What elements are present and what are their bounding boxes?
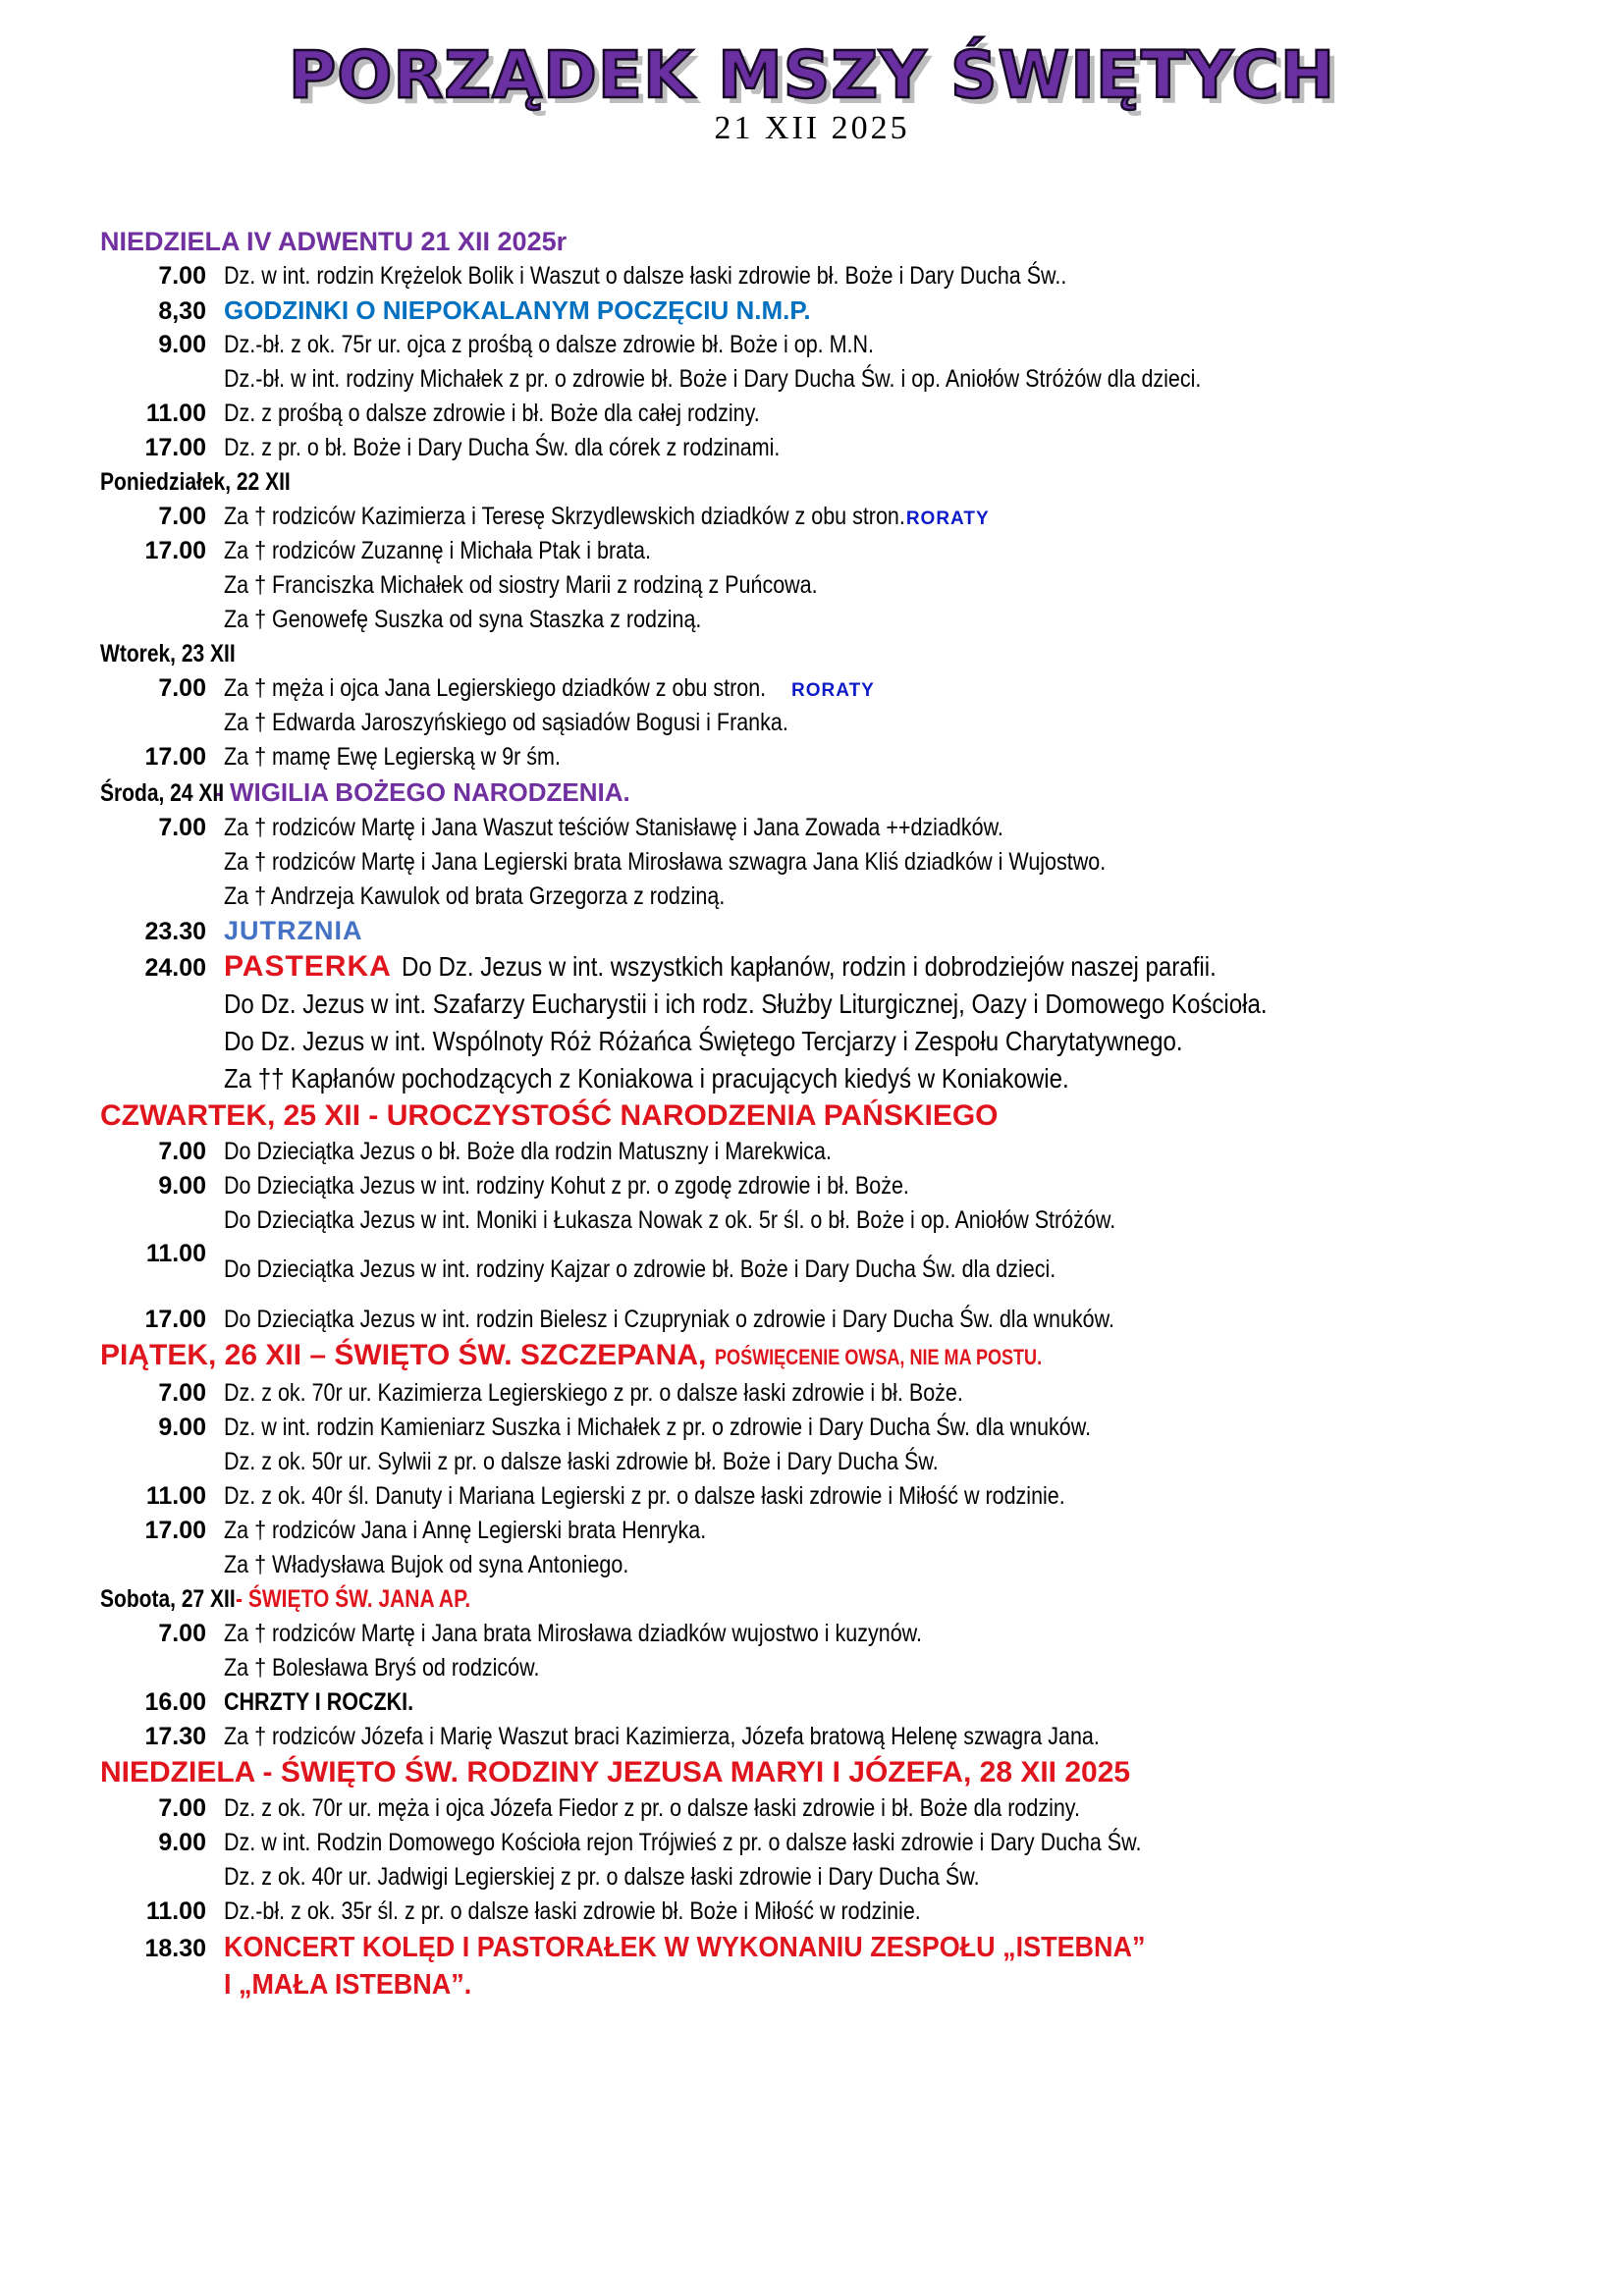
feast-wigilia: - WIGILIA BOŻEGO NARODZENIA.	[214, 777, 630, 807]
mass-intention: Za † rodziców Martę i Jana Legierski brata Mirosława szwagra Jana Kliś dziadków i Wujostwo.	[224, 848, 1107, 876]
mass-row	[100, 328, 1534, 362]
mass-intention: Dz.-bł. z ok. 35r śl. z pr. o dalsze łaski zdrowie bł. Boże i Miłość w rodzinie.	[224, 1897, 921, 1925]
mass-row	[100, 1060, 1534, 1097]
mass-intention: Dz. z pr. o bł. Boże i Dary Ducha Św. dla córek z rodzinami.	[224, 434, 781, 461]
mass-row	[100, 1411, 1534, 1445]
section-heading-holy-family: NIEDZIELA - ŚWIĘTO ŚW. RODZINY JEZUSA MARYI I JÓZEFA, 28 XII 2025	[100, 1756, 1131, 1789]
day-heading-text: Wtorek, 23 XII	[100, 640, 236, 667]
mass-time: 17.00	[144, 537, 206, 564]
mass-intention: Dz. z ok. 70r ur. Kazimierza Legierskiego z pr. o dalsze łaski zdrowie i bł. Boże.	[224, 1379, 963, 1407]
mass-time: 7.00	[158, 1379, 206, 1407]
mass-time: 9.00	[158, 1414, 206, 1441]
mass-row	[100, 1548, 1534, 1582]
mass-row	[100, 1826, 1534, 1860]
mass-row	[100, 986, 1534, 1023]
mass-intention: Za † Andrzeja Kawulok od brata Grzegorza z rodziną.	[224, 882, 726, 910]
mass-row	[100, 1791, 1534, 1826]
mass-intention: Za † Franciszka Michałek od siostry Marii z rodziną z Puńcowa.	[224, 571, 818, 599]
mass-time: 11.00	[145, 1482, 206, 1510]
roraty-tag: RORATY	[905, 508, 990, 529]
mass-row	[100, 294, 1534, 328]
mass-row	[100, 568, 1534, 603]
mass-intention: Za † męża i ojca Jana Legierskiego dziadków z obu stron.	[224, 674, 767, 702]
mass-time: 17.00	[144, 434, 206, 461]
mass-row	[100, 706, 1534, 740]
mass-intention: Dz. w int. rodzin Krężelok Bolik i Waszut o dalsze łaski zdrowie bł. Boże i Dary Ducha Św..	[224, 262, 1067, 290]
day-heading-saturday	[100, 1582, 1534, 1617]
section-heading-sunday-advent: NIEDZIELA IV ADWENTU 21 XII 2025r	[100, 227, 568, 256]
mass-intention: Za † rodziców Jana i Annę Legierski brata Henryka.	[224, 1517, 707, 1544]
mass-intention: Dz. w int. rodzin Kamieniarz Suszka i Michałek z pr. o zdrowie i Dary Ducha Św. dla wnuków.	[224, 1414, 1092, 1441]
mass-row	[100, 1895, 1534, 1929]
mass-time: 9.00	[158, 1829, 206, 1856]
mass-row	[100, 671, 1534, 706]
mass-row	[100, 1169, 1534, 1203]
mass-time: 17.00	[144, 1517, 206, 1544]
friday-note: POŚWIĘCENIE OWSA, NIE MA POSTU.	[714, 1345, 1042, 1369]
mass-intention: Za † rodziców Józefa i Marię Waszut braci Kazimierza, Józefa bratową Helenę szwagra Jana.	[224, 1723, 1100, 1750]
day-heading-text: Sobota, 27 XII	[100, 1585, 236, 1613]
mass-intention: Dz. z ok. 40r śl. Danuty i Mariana Legierski z pr. o dalsze łaski zdrowie i Miłość w rodzinie.	[224, 1482, 1065, 1510]
mass-row	[100, 1135, 1534, 1169]
mass-time: 7.00	[158, 1138, 206, 1165]
mass-row	[100, 811, 1534, 845]
mass-time: 9.00	[158, 331, 206, 358]
friday-heading-text: PIĄTEK, 26 XII – ŚWIĘTO ŚW. SZCZEPANA,	[100, 1339, 707, 1371]
mass-time: 8,30	[158, 297, 206, 325]
mass-intention: Za † Edwarda Jaroszyńskiego od sąsiadów Bogusi i Franka.	[224, 709, 788, 736]
mass-intention: Do Dz. Jezus w int. Szafarzy Eucharystii i ich rodz. Służby Liturgicznej, Oazy i Domowego Kościoła.	[224, 988, 1268, 1019]
section-heading-st-stephen	[100, 1337, 1534, 1376]
mass-time: 7.00	[158, 262, 206, 290]
mass-time: 7.00	[158, 674, 206, 702]
mass-time: 17.30	[144, 1723, 206, 1750]
mass-row	[100, 1860, 1534, 1895]
mass-row	[100, 1929, 1534, 1966]
mass-row	[100, 259, 1534, 294]
page-date: 21 XII 2025	[714, 110, 910, 146]
mass-intention: Dz. z ok. 70r ur. męża i ojca Józefa Fiedor z pr. o dalsze łaski zdrowie i bł. Boże dla rodziny.	[224, 1794, 1080, 1822]
mass-row	[100, 362, 1534, 397]
mass-intention: Do Dzieciątka Jezus o bł. Boże dla rodzin Matuszny i Marekwica.	[224, 1138, 832, 1165]
mass-row	[100, 500, 1534, 534]
mass-row	[100, 1238, 1534, 1289]
mass-intention: Dz. z ok. 40r ur. Jadwigi Legierskiej z pr. o dalsze łaski zdrowie i Dary Ducha Św.	[224, 1863, 980, 1891]
day-heading-monday	[100, 465, 1534, 500]
godzinki-label: GODZINKI O NIEPOKALANYM POCZĘCIU N.M.P.	[224, 295, 811, 325]
mass-row	[100, 1445, 1534, 1479]
mass-row	[100, 1023, 1534, 1060]
jutrznia-label: JUTRZNIA	[224, 916, 363, 945]
page-title: PORZĄDEK MSZY ŚWIĘTYCH	[288, 37, 1336, 113]
mass-row	[100, 1617, 1534, 1651]
intention-text: Za † rodziców Kazimierza i Teresę Skrzydlewskich dziadków z obu stron.	[224, 503, 905, 530]
roraty-tag: RORATY	[791, 680, 875, 701]
mass-row	[100, 845, 1534, 880]
mass-intention: Za † Genowefę Suszka od syna Staszka z rodziną.	[224, 606, 702, 633]
day-heading-tuesday	[100, 637, 1534, 671]
mass-time: 23.30	[144, 918, 206, 945]
mass-time: 11.00	[145, 1240, 206, 1267]
mass-intention: Dz. z ok. 50r ur. Sylwii z pr. o dalsze łaski zdrowie bł. Boże i Dary Ducha Św.	[224, 1448, 939, 1475]
day-heading-text: Poniedziałek, 22 XII	[100, 468, 291, 496]
mass-intention: Do Dzieciątka Jezus w int. rodziny Kohut z pr. o zgodę zdrowie i bł. Boże.	[224, 1172, 909, 1200]
mass-time: 18.30	[144, 1935, 206, 1962]
concert-label: KONCERT KOLĘD I PASTORAŁEK W WYKONANIU ZESPOŁU „ISTEBNA”	[224, 1932, 1146, 1963]
mass-intention: Za †† Kapłanów pochodzących z Koniakowa i pracujących kiedyś w Koniakowie.	[224, 1063, 1069, 1094]
mass-row	[100, 948, 1534, 986]
mass-row	[100, 1720, 1534, 1754]
mass-time: 17.00	[144, 1306, 206, 1333]
mass-time: 7.00	[158, 814, 206, 841]
mass-row	[100, 740, 1534, 774]
mass-row	[100, 914, 1534, 948]
mass-intention: Za † Władysława Bujok od syna Antoniego.	[224, 1551, 629, 1578]
mass-intention: Dz. w int. Rodzin Domowego Kościoła rejon Trójwieś z pr. o dalsze łaski zdrowie i Dary Ducha Św.	[224, 1829, 1142, 1856]
mass-row	[100, 397, 1534, 431]
mass-row	[100, 603, 1534, 637]
mass-time: 17.00	[144, 743, 206, 771]
mass-intention: Do Dzieciątka Jezus w int. rodzin Bielesz i Czupryniak o zdrowie i Dary Ducha Św. dla wnuków.	[224, 1306, 1114, 1333]
mass-time: 11.00	[145, 1897, 206, 1925]
mass-row	[100, 431, 1534, 465]
mass-row	[100, 1514, 1534, 1548]
mass-row	[100, 1685, 1534, 1720]
mass-intention	[224, 500, 905, 534]
mass-row	[100, 1966, 1534, 2003]
mass-time: 24.00	[144, 954, 206, 982]
mass-intention: Do Dzieciątka Jezus w int. Moniki i Łukasza Nowak z ok. 5r śl. o bł. Boże i op. Aniołów Stróżów.	[224, 1206, 1116, 1234]
mass-intention: Dz.-bł. z ok. 75r ur. ojca z prośbą o dalsze zdrowie bł. Boże i op. M.N.	[224, 331, 875, 358]
mass-time: 16.00	[144, 1688, 206, 1716]
mass-schedule	[100, 224, 1534, 2003]
day-heading-wednesday	[100, 774, 1534, 811]
mass-intention: Do Dz. Jezus w int. wszystkich kapłanów, rodzin i dobrodziejów naszej parafii.	[401, 951, 1217, 982]
mass-time: 7.00	[158, 1794, 206, 1822]
mass-intention: Za † rodziców Zuzannę i Michała Ptak i brata.	[224, 537, 651, 564]
day-heading-text: Środa, 24 XII	[100, 779, 225, 807]
mass-intention: Do Dzieciątka Jezus w int. rodziny Kajzar o zdrowie bł. Boże i Dary Ducha Św. dla dzieci.	[224, 1255, 1056, 1283]
mass-time: 7.00	[158, 1620, 206, 1647]
mass-row	[100, 1203, 1534, 1238]
mass-intention: Do Dz. Jezus w int. Wspólnoty Róż Różańca Świętego Tercjarzy i Zespołu Charytatywnego.	[224, 1026, 1183, 1056]
mass-time: 11.00	[145, 400, 206, 427]
mass-row	[100, 534, 1534, 568]
mass-time: 7.00	[158, 503, 206, 530]
pasterka-label: PASTERKA	[224, 950, 392, 983]
mass-row	[100, 1479, 1534, 1514]
mass-row	[100, 1651, 1534, 1685]
concert-label-continued: I „MAŁA ISTEBNA”.	[224, 1969, 472, 2001]
mass-intention: Za † rodziców Martę i Jana brata Mirosława dziadków wujostwo i kuzynów.	[224, 1620, 922, 1647]
mass-intention: Za † Bolesława Bryś od rodziców.	[224, 1654, 540, 1682]
mass-row	[100, 880, 1534, 914]
mass-intention: Za † rodziców Martę i Jana Waszut teściów Stanisławę i Jana Zowada ++dziadków.	[224, 814, 1003, 841]
baptisms-label: CHRZTY I ROCZKI.	[224, 1688, 414, 1716]
mass-intention: Dz. z prośbą o dalsze zdrowie i bł. Boże dla całej rodziny.	[224, 400, 760, 427]
mass-intention: Za † mamę Ewę Legierską w 9r śm.	[224, 743, 561, 771]
section-heading-christmas: CZWARTEK, 25 XII - UROCZYSTOŚĆ NARODZENIA PAŃSKIEGO	[100, 1099, 999, 1132]
mass-row	[100, 1376, 1534, 1411]
mass-intention: Dz.-bł. w int. rodziny Michałek z pr. o zdrowie bł. Boże i Dary Ducha Św. i op. Aniołów Stróżów dla dzieci.	[224, 365, 1202, 393]
mass-time: 9.00	[158, 1172, 206, 1200]
feast-st-john: - ŚWIĘTO ŚW. JANA AP.	[235, 1585, 471, 1613]
mass-row	[100, 1303, 1534, 1337]
